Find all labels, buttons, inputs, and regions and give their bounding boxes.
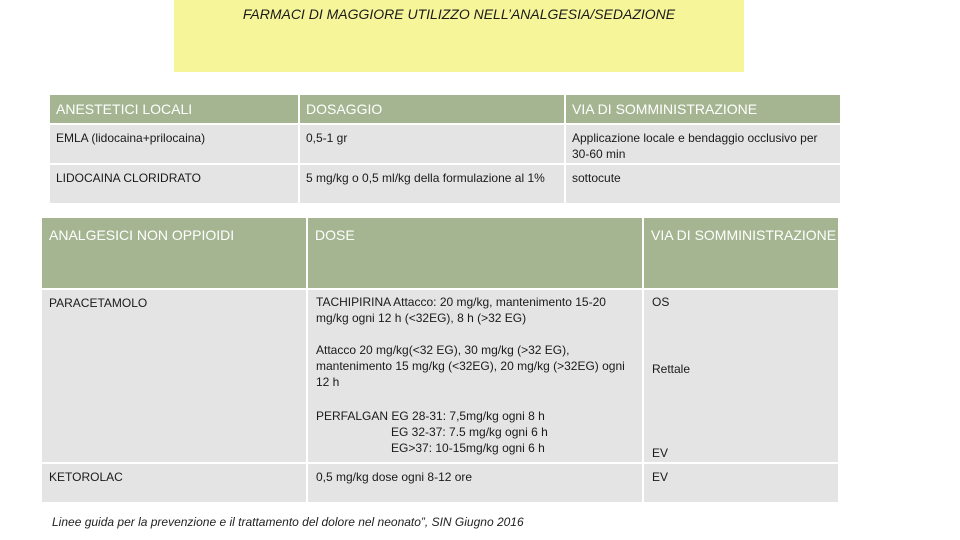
header-cell: ANESTETICI LOCALI (49, 94, 299, 124)
anesthetics-table (48, 93, 842, 205)
header-cell: DOSAGGIO (299, 94, 565, 124)
dose-perfalgan: PERFALGAN EG 28-31: 7,5mg/kg ogni 8 h EG 32-37: 7.5 mg/kg ogni 6 h EG>37: 10-15mg/kg ogni 6 h (316, 409, 548, 455)
dose-tachipirina: TACHIPIRINA Attacco: 20 mg/kg, mantenimento 15-20 mg/kg ogni 12 h (<32EG), 8 h (>32 EG) (316, 295, 606, 325)
table-cell (41, 289, 307, 463)
header-cell: DOSE (307, 217, 643, 289)
table-row (49, 124, 841, 164)
via-ketorolac: EV (652, 470, 669, 484)
page-title: FARMACI DI MAGGIORE UTILIZZO NELL’ANALGESIA/SEDAZIONE (242, 6, 676, 22)
table-cell: Applicazione locale e bendaggio occlusivo per 30-60 min (565, 124, 841, 164)
table-cell (307, 289, 643, 463)
table-row (49, 164, 841, 204)
via-rettale: Rettale (652, 362, 691, 376)
header-cell: ANALGESICI NON OPPIOIDI (41, 217, 307, 289)
via-ev: EV (652, 446, 669, 460)
table-cell: sottocute (565, 164, 841, 204)
table-cell: LIDOCAINA CLORIDRATO (49, 164, 299, 204)
drug-name: KETOROLAC (49, 470, 123, 484)
table-cell: 5 mg/kg o 0,5 ml/kg della formulazione al 1% (299, 164, 565, 204)
table-cell: 0,5-1 gr (299, 124, 565, 164)
table-cell: EMLA (lidocaina+prilocaina) (49, 124, 299, 164)
header-cell: VIA DI SOMMINISTRAZIONE (643, 217, 839, 289)
dose-ketorolac: 0,5 mg/kg dose ogni 8-12 ore (316, 470, 473, 484)
table-cell (307, 463, 643, 503)
drug-name: PARACETAMOLO (49, 296, 148, 310)
table-row (41, 289, 839, 463)
analgesics-table (40, 216, 840, 504)
table-cell (643, 289, 839, 463)
via-os: OS (652, 295, 670, 309)
dose-rettale: Attacco 20 mg/kg(<32 EG), 30 mg/kg (>32 EG), mantenimento 15 mg/kg (<32EG), 20 mg/kg (>32EG) ogni 12 h (316, 343, 625, 389)
table-header-row (41, 217, 839, 289)
title-box (174, 0, 744, 72)
footnote: Linee guida per la prevenzione e il trattamento del dolore nel neonato”, SIN Giugno 2016 (52, 515, 524, 529)
table-cell (41, 463, 307, 503)
table-header-row (49, 94, 841, 124)
table-row (41, 463, 839, 503)
header-cell: VIA DI SOMMINISTRAZIONE (565, 94, 841, 124)
table-cell (643, 463, 839, 503)
